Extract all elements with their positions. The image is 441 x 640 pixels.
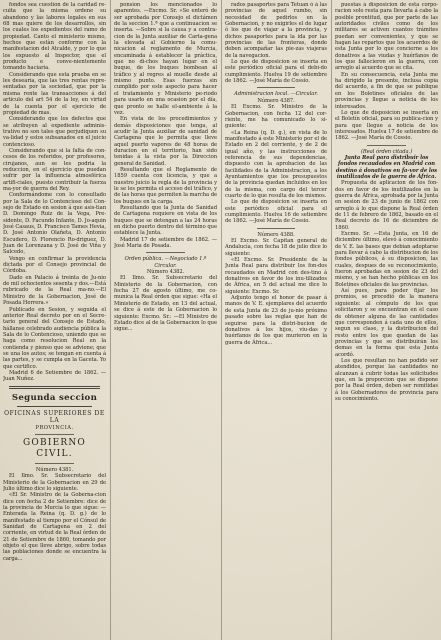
paragraph: Lo que de disposicion se inserta en este periódico oficial para el cumplimiento. Huelva 16 de setiembre de 1862. —José María de Cossio. xyxy=(225,199,327,225)
divider xyxy=(146,252,185,253)
paragraph: fondos sea cuestion de la caridad re-cuita que la misma ordene su abandono y las labores legales en sus 68 mas quiere de los desarrollos, sin los cuales los expedientes del ramo de propiedad. Canto el ministerio mismo, hechos que estàn conforme con la manifestacion del Atcalde, y por lo que los expuesto al Inspector, que el producto e conve-nientemente tomando haciaria. xyxy=(3,2,106,72)
section-divider xyxy=(9,386,100,389)
paragraph: «El Sr. Ministro de la Goberna-cion dice con fecha 2 de Setiembre: dice de la provincia de Murcia lo que sigue: —Enterada la Reina (q. D. g.) de lo manifestado al tiempo por el Cónsul de Sanidad de Cartagena en 2 del corriente, en virtud de la Real órden de 21 de Setiembre de 1860, tomando por objeto el que lleve abrigo, sobre todas las poblaciones donde se encuentra la carga... xyxy=(3,492,106,562)
paragraph: «El Excmo. Sr. Presidente de la Junta Real para distribuir los fon-dos recaudados en Madrid con des-tino á donativos en favor de los inu-tilizados de África, en 5 del actual me dice lo siguiente: Excmo. Sr. xyxy=(225,257,327,295)
column-1-lower-text xyxy=(3,473,106,562)
order-heading: Orden pública. —Negociado 1.º xyxy=(124,256,207,263)
paragraph: En su consecuencia, esta Junta me ha dirigido la presente, inclusa copia del acuerdo, a fin de que se publique en los Boletines oficiales de las provincias y llegue a noticia de los interesados. xyxy=(335,71,438,110)
column-rule xyxy=(110,0,111,640)
offices-heading: OFICINAS SUPERIORES DE LA xyxy=(4,409,105,424)
admin-number: Número 4387. xyxy=(257,97,295,104)
real-order-heading: (Real órden citada.) xyxy=(360,148,413,155)
divider xyxy=(257,228,295,229)
paragraph: Resultando que el Reglamento de 1859 cuenta con licencia, y que a nuestro juicio la regla de la provincia y le se les permita el acceso del tráfico, y de las horas que permiten la marcha de los buques en la carga. xyxy=(114,166,217,205)
column-3-text xyxy=(225,2,327,84)
paragraph: rados pasaportes para Tetuan ó á las provincias de aquel rumbo, sin necesidad de pedirlos en la Gobernacion, y no exigirles el de lugar ó los que de viajar a la provincia, y dichos pasaportes para la ida por las provincias de las fronteras, donde deben acompañar las pie-zas viajeras de la navegacion. xyxy=(225,2,327,59)
paragraph: Conformándome con lo consultado por la Sala de lo Contencioso del Con-sejo de Estado en sesion á que asis-tian D. Domingo Ruiz de la Vega, Pre-sidente, D. Facundo Infante, D. Jo-aquin José Casaus, D. Francisco Tames Hevia, D. José Antonio Olañeta, D. Antonio Escudero, D. Florencio Ro-driguez, D. Juan de Lorenzana y D. José de Viña y Salcedo, xyxy=(3,192,106,256)
paragraph: Publicado en Sesion, y seguida el anterior Real decreto por en el Secre-tario general del Consejo de Estado, hállanse celebrado audiencia pública la Sala de lo Contencioso, uniendo que se haga como resolucion Real en la contienda y pienso que se adviene; que se una los autos; se tengan en cuenta á las partes, y se cumpla en la Gaceta. Yo que certifico. xyxy=(3,306,106,370)
paragraph: El Ilmo. Sr. Subsecretario del Ministerio de la Gobernacion, con fecha 27 de agosto último, me co-munica la Real órden que sigue: «Ha el Ministerio de Estado, en 13 del actual, se dice á este de la Gobernacion lo siguiente: Excmo. Sr.: —El Ministro de Estado dice al de la Gobernacion lo que sigue... xyxy=(114,275,217,333)
province-heading: PROVINCIA. xyxy=(35,424,74,431)
column-3 xyxy=(225,2,327,638)
paragraph: puestas á disposicion de esta corpo-racion solo resta para llevarla á cabo la posible prontitud, que por parte de las autoridades civiles como de los militares se activen cuantos trámites puedan ser convenientes, y que se hagan las repartos que los acuerdos de esta Junta por lo que concierne a los donativos a las viudas y huérfanos de los que fallecieron en la guerra, con arreglo al acuerdo que se cita. xyxy=(335,2,438,72)
column-3-second-text xyxy=(225,238,327,346)
section-title: Segunda seccion xyxy=(11,392,98,403)
order-subheading: Circular. xyxy=(154,262,177,269)
paragraph: Resultando que la Junta de Sanidad de Cartagena requiere en vista de los buques que se detengan a las 24 horas en dicho puerto dentro del término que establece la Junta. xyxy=(114,205,217,237)
circular-number: Número 4381. xyxy=(35,466,74,473)
paragraph: Dado en Palacio á treinta de Ju-nio de mil ochocientos sesenta y dos.—Está rubricado de la Real ma-no.—El Ministro de la Gobernacion, José de Posada Herrera.» xyxy=(3,274,106,307)
column-rule xyxy=(221,0,222,640)
admin-heading: Administracion local. —Circular. xyxy=(234,91,318,98)
paragraph: Excmo. Sr. —Esta Junta, en 16 de diciembre último, elevó á conocimiento de V. E. las bases que debian adoptarse para llevar á cabo la distribucion de los fondos públicos, á su disposicion, las cuales, despues de su reconocimiento, fueron aprobadas en sesion de 23 del mismo, y se han hecho públicas en los Boletines oficiales de las provincias. xyxy=(335,231,438,288)
paragraph: El Excmo. Sr. Capitan general de Andalucía, con fecha 18 de julio dice lo siguiente: xyxy=(225,238,327,257)
column-2-text xyxy=(114,2,217,249)
paragraph: Vengo en confirmar la providencia dictada por el Consejo provincial de Córdoba. xyxy=(3,255,106,275)
paragraph: ponsion los mencionados lo aparentes. —Excmo. Sr. «Se enteró de ser aprobada por Consejo el dictámen de la seccion 1.ª que a continuacion se inserta. —Sobre si la causa y a contra-cion de la Junta auxiliar de Carta-gena la elevada al Gobierno la comu-nicacion al reglamento de Murcia, encaminada á establecer la práctica, que no di-chos hayan lugar en el buque, de los buques bombean al tráfico y al regres al muelle desde al mismo punto. Esas fuerzas sin cumplido por este aspecto para hacer el tratamiento y Ministerio pe-riodo para usarlo en una ocasion por el día, que pronto se halle el-ambiente á la vez. xyxy=(114,2,217,116)
paragraph: Considerando que si la falta de con-cesos de los referidos, por profesores, cirujanos, aun se les podria la reduccion, en el ejercicio que puedan sufrir por la influencia atmosférica artifi-ciales, puesto contribuir la fuerza ma-yor de guerra del Rey. xyxy=(3,147,106,192)
paragraph: Madrid 17 de setiembre de 1862. —José Maria de Posada. xyxy=(114,236,217,250)
divider xyxy=(35,434,74,435)
column-3-admin-text xyxy=(225,104,327,225)
paragraph: Los que resultan no han podido ser atendidos, porque las cantidades no alcanzan á cubrir todas las solicitudes que, en la proporcion que se dispone por la Real órden, deben ser remitidas á los Gobernadores de provincia para su conocimiento. xyxy=(335,357,438,402)
paragraph: Así pues, para poder fijar los premios, se procedió de la manera siguiente: al cómputo de los que solicitaron y se encuentran en el caso de obtener alguna de las cantidades que corresponden á cada uno de ellos, segun su clase, y la distribucion del resto entre los que quedan de las provincias y que se distribuirán los demas en la forma que esta Junta acordó. xyxy=(335,288,438,358)
column-2 xyxy=(114,2,217,638)
column-4-text xyxy=(335,2,438,142)
column-4-junta-text xyxy=(335,180,438,402)
paragraph: El Ilmo. Sr. Subsecretario del Ministerio de la Gobernacion en 29 de Julio último dice lo siguiente. xyxy=(3,473,106,492)
paragraph: Madrid 6 de Setiembre de 1862. —Juan Nuñez. xyxy=(3,369,106,383)
column-rule xyxy=(331,0,332,640)
column-1 xyxy=(3,2,106,638)
paragraph: Considerando que esta prueba en se les desearia, que las tres rentas repre-sentadas por la sociedad, que por la misma rente las transacciones á del articulo del art 54 de la ley, en virtud de la cuenta por el ejercicio de propiedad de mas. xyxy=(3,71,106,116)
order-number: Número 4382. xyxy=(146,269,185,276)
paragraph: «La Reina (q. D. g.), en vista de lo manifestado á este Ministerio por el de Estado en 2 del corriente, y de 2 de igual año, y las instrucciones de referencia de sus dependencias, dispuesto con la aprobacion de las facilidades de la Administracion, a los Ayuntamientos que los presupuestos de la provincia quedan incluidos en los de la misma, con cargo del tercer cuarto de lo que resulta de los mismos. xyxy=(225,129,327,199)
paragraph: En vista de los procedimientos y demás disposiciones que tenga, al acudir la Junta auxiliar de sanidad de Cartagena que le permita que lleve aquel puerto vapores de 48 horas de duracion en el territorio, han sido tenidas á la vista por la Direccion general de Sanidad. xyxy=(114,116,217,167)
junta-title: Junta Real para distribuir los fondos recaudados en Madrid con destino á donativos en fa-vor de los inutilizados de la guerra de África. xyxy=(335,154,438,180)
paragraph: Adjunto tengo el honor de pasar á manos de V. E. ejemplares del acuerdo de esta Junta de 23 de ju-nio próximo pasado sobre las reglas que han de seguirse para la distri-bucion de donativos á los hijos, viu-das y huérfanos de los que murieron en la guerra de África... xyxy=(225,295,327,346)
paragraph: Propuesta de aplicacion de los fon-dos en favor de los inutilizados en la guerra de África, aprobada por la Junta en sesion de 23 de junio de 1862 con arreglo á lo que dispone la Real órden de 11 de febrero de 1862, basado en el Real decreto de 16 de diciembre de 1860. xyxy=(335,180,438,231)
column-4 xyxy=(335,2,438,638)
column-1-text xyxy=(3,2,106,383)
second-number: Número 4388. xyxy=(257,231,295,238)
divider xyxy=(17,406,92,407)
divider xyxy=(257,87,295,88)
paragraph: Considerando que los defectos que se atribuyen al expediente adminis-trativo no son tales que perjudiquen su va-lidad y estos subsanados en el juicio contencioso. xyxy=(3,116,106,148)
government-heading: GOBIERNO CIVIL. xyxy=(23,437,86,459)
column-2-order-text xyxy=(114,275,217,332)
paragraph: Lo que de disposicion se inserta en este periódico oficial para el debi-do cumplimiento. Huelva 19 de setiembre de 1862. —José María de Cossio. xyxy=(225,59,327,85)
paragraph: Lo que de disposicion se inserta en el Boletín oficial, para su publica-cion y para que llegue a noticia de los interesados. Huelva 17 de setiembre de 1862. —José María de Cossio. xyxy=(335,109,438,142)
paragraph: El Excmo. Sr. Ministro de la Gobernacion, con fecha 12 del cor-riente, me ha comunicado lo si-guiente: xyxy=(225,104,327,130)
divider xyxy=(367,145,406,146)
divider xyxy=(35,463,74,464)
